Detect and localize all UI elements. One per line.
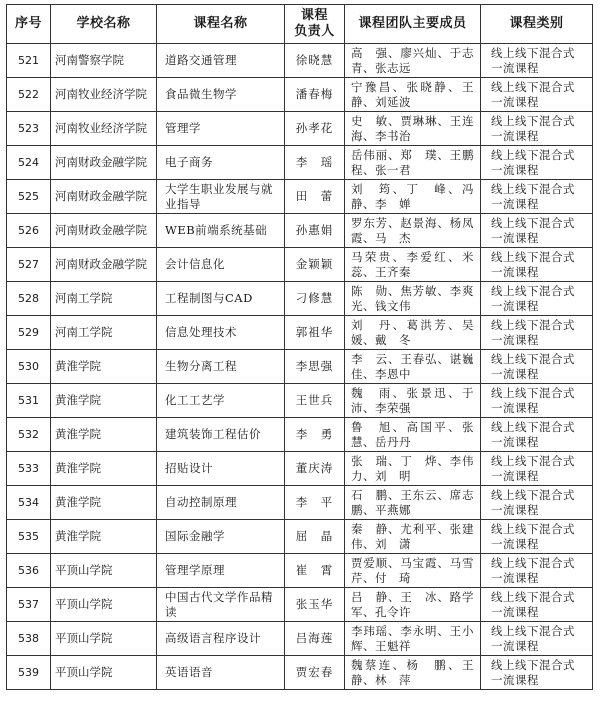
course-name: 自动控制原理 bbox=[157, 486, 285, 520]
table-row bbox=[7, 588, 593, 622]
course-type: 线上线下混合式一流课程 bbox=[481, 384, 593, 418]
course-name: 招贴设计 bbox=[157, 452, 285, 486]
team-members: 马荣贵、李爱红、米 蕊、王齐秦 bbox=[345, 248, 481, 282]
school-name: 河南财政金融学院 bbox=[51, 248, 157, 282]
table-row bbox=[7, 452, 593, 486]
course-lead: 贾宏春 bbox=[285, 656, 345, 690]
course-lead: 李 平 bbox=[285, 486, 345, 520]
course-lead: 张玉华 bbox=[285, 588, 345, 622]
school-name: 黄淮学院 bbox=[51, 384, 157, 418]
school-name: 黄淮学院 bbox=[51, 452, 157, 486]
row-number: 532 bbox=[7, 418, 51, 452]
course-name: WEB前端系统基础 bbox=[157, 214, 285, 248]
team-members: 张 瑞、丁 烨、李伟力、刘 明 bbox=[345, 452, 481, 486]
row-number: 525 bbox=[7, 180, 51, 214]
table-row bbox=[7, 180, 593, 214]
course-lead: 吕海莲 bbox=[285, 622, 345, 656]
row-number: 539 bbox=[7, 656, 51, 690]
header-num: 序号 bbox=[7, 5, 51, 44]
school-name: 河南工学院 bbox=[51, 282, 157, 316]
row-number: 534 bbox=[7, 486, 51, 520]
team-members: 李 云、王春弘、谌巍佳、李恩中 bbox=[345, 350, 481, 384]
row-number: 528 bbox=[7, 282, 51, 316]
course-name: 管理学原理 bbox=[157, 554, 285, 588]
team-members: 李玮瑶、李永明、王小辉、王魁祥 bbox=[345, 622, 481, 656]
row-number: 536 bbox=[7, 554, 51, 588]
course-type: 线上线下混合式一流课程 bbox=[481, 180, 593, 214]
course-type: 线上线下混合式一流课程 bbox=[481, 146, 593, 180]
table-row bbox=[7, 44, 593, 78]
course-lead: 刁修慧 bbox=[285, 282, 345, 316]
course-table bbox=[6, 4, 593, 690]
row-number: 524 bbox=[7, 146, 51, 180]
row-number: 531 bbox=[7, 384, 51, 418]
header-school: 学校名称 bbox=[51, 5, 157, 44]
row-number: 530 bbox=[7, 350, 51, 384]
course-type: 线上线下混合式一流课程 bbox=[481, 78, 593, 112]
course-name: 英语语音 bbox=[157, 656, 285, 690]
team-members: 史 敏、贾琳琳、王连海、李书治 bbox=[345, 112, 481, 146]
course-type: 线上线下混合式一流课程 bbox=[481, 112, 593, 146]
course-lead: 李 瑶 bbox=[285, 146, 345, 180]
school-name: 河南财政金融学院 bbox=[51, 146, 157, 180]
table-row bbox=[7, 112, 593, 146]
table-row bbox=[7, 384, 593, 418]
course-name: 工程制图与CAD bbox=[157, 282, 285, 316]
team-members: 宁豫昌、张晓静、王 静、刘延波 bbox=[345, 78, 481, 112]
team-members: 罗东芳、赵景海、杨凤霞、马 杰 bbox=[345, 214, 481, 248]
course-type: 线上线下混合式一流课程 bbox=[481, 554, 593, 588]
course-lead: 孙惠娟 bbox=[285, 214, 345, 248]
course-lead: 金颖颖 bbox=[285, 248, 345, 282]
course-lead: 田 蕾 bbox=[285, 180, 345, 214]
table-row bbox=[7, 486, 593, 520]
school-name: 河南财政金融学院 bbox=[51, 214, 157, 248]
course-lead: 董庆涛 bbox=[285, 452, 345, 486]
team-members: 高 强、廖兴灿、于志青、张志远 bbox=[345, 44, 481, 78]
table-row bbox=[7, 622, 593, 656]
school-name: 平顶山学院 bbox=[51, 554, 157, 588]
course-name: 道路交通管理 bbox=[157, 44, 285, 78]
team-members: 魏 雨、张景迅、于 沛、李荣强 bbox=[345, 384, 481, 418]
school-name: 河南财政金融学院 bbox=[51, 180, 157, 214]
course-type: 线上线下混合式一流课程 bbox=[481, 44, 593, 78]
course-name: 化工工艺学 bbox=[157, 384, 285, 418]
course-lead: 潘春梅 bbox=[285, 78, 345, 112]
course-name: 建筑装饰工程估价 bbox=[157, 418, 285, 452]
course-name: 食品微生物学 bbox=[157, 78, 285, 112]
table-row bbox=[7, 214, 593, 248]
team-members: 魏蔡连、杨 鹏、王 静、林 萍 bbox=[345, 656, 481, 690]
course-lead: 徐晓慧 bbox=[285, 44, 345, 78]
row-number: 529 bbox=[7, 316, 51, 350]
row-number: 526 bbox=[7, 214, 51, 248]
school-name: 河南工学院 bbox=[51, 316, 157, 350]
course-lead: 李思强 bbox=[285, 350, 345, 384]
team-members: 陈 勋、焦芳敏、李爽光、钱文伟 bbox=[345, 282, 481, 316]
header-course: 课程名称 bbox=[157, 5, 285, 44]
row-number: 522 bbox=[7, 78, 51, 112]
table-row bbox=[7, 520, 593, 554]
course-type: 线上线下混合式一流课程 bbox=[481, 656, 593, 690]
team-members: 吕 静、王 冰、路学军、孔令许 bbox=[345, 588, 481, 622]
table-row bbox=[7, 282, 593, 316]
table-row bbox=[7, 78, 593, 112]
header-team: 课程团队主要成员 bbox=[345, 5, 481, 44]
school-name: 河南警察学院 bbox=[51, 44, 157, 78]
course-name: 高级语言程序设计 bbox=[157, 622, 285, 656]
team-members: 秦 静、尤利平、张建伟、刘 潇 bbox=[345, 520, 481, 554]
course-type: 线上线下混合式一流课程 bbox=[481, 316, 593, 350]
team-members: 刘 丹、葛洪芳、吴 媛、戴 冬 bbox=[345, 316, 481, 350]
school-name: 平顶山学院 bbox=[51, 588, 157, 622]
course-type: 线上线下混合式一流课程 bbox=[481, 486, 593, 520]
course-type: 线上线下混合式一流课程 bbox=[481, 418, 593, 452]
row-number: 527 bbox=[7, 248, 51, 282]
course-type: 线上线下混合式一流课程 bbox=[481, 452, 593, 486]
school-name: 黄淮学院 bbox=[51, 418, 157, 452]
school-name: 平顶山学院 bbox=[51, 656, 157, 690]
course-lead: 孙孝花 bbox=[285, 112, 345, 146]
course-type: 线上线下混合式一流课程 bbox=[481, 588, 593, 622]
row-number: 533 bbox=[7, 452, 51, 486]
table-row bbox=[7, 146, 593, 180]
table-row bbox=[7, 418, 593, 452]
school-name: 河南牧业经济学院 bbox=[51, 112, 157, 146]
course-name: 国际金融学 bbox=[157, 520, 285, 554]
row-number: 538 bbox=[7, 622, 51, 656]
course-lead: 郭祖华 bbox=[285, 316, 345, 350]
team-members: 刘 筠、丁 峰、冯 静、李 婵 bbox=[345, 180, 481, 214]
table-row bbox=[7, 554, 593, 588]
table-row bbox=[7, 316, 593, 350]
course-type: 线上线下混合式一流课程 bbox=[481, 282, 593, 316]
course-name: 生物分离工程 bbox=[157, 350, 285, 384]
row-number: 521 bbox=[7, 44, 51, 78]
header-type: 课程类别 bbox=[481, 5, 593, 44]
school-name: 黄淮学院 bbox=[51, 520, 157, 554]
table-row bbox=[7, 656, 593, 690]
table-row bbox=[7, 350, 593, 384]
course-type: 线上线下混合式一流课程 bbox=[481, 622, 593, 656]
team-members: 岳伟丽、郑 璞、王鹏程、张一君 bbox=[345, 146, 481, 180]
course-name: 会计信息化 bbox=[157, 248, 285, 282]
course-name: 电子商务 bbox=[157, 146, 285, 180]
course-type: 线上线下混合式一流课程 bbox=[481, 248, 593, 282]
course-name: 信息处理技术 bbox=[157, 316, 285, 350]
team-members: 石 鹏、王东云、席志鹏、平燕娜 bbox=[345, 486, 481, 520]
course-lead: 崔 霄 bbox=[285, 554, 345, 588]
school-name: 河南牧业经济学院 bbox=[51, 78, 157, 112]
school-name: 平顶山学院 bbox=[51, 622, 157, 656]
row-number: 523 bbox=[7, 112, 51, 146]
course-lead: 王世兵 bbox=[285, 384, 345, 418]
course-name: 管理学 bbox=[157, 112, 285, 146]
course-lead: 屈 晶 bbox=[285, 520, 345, 554]
table-header-row bbox=[7, 5, 593, 44]
course-type: 线上线下混合式一流课程 bbox=[481, 214, 593, 248]
course-name: 大学生职业发展与就业指导 bbox=[157, 180, 285, 214]
course-name: 中国古代文学作品精读 bbox=[157, 588, 285, 622]
course-type: 线上线下混合式一流课程 bbox=[481, 350, 593, 384]
header-lead: 课程 负责人 bbox=[285, 5, 345, 44]
team-members: 鲁 旭、高国平、张 慧、岳丹丹 bbox=[345, 418, 481, 452]
row-number: 535 bbox=[7, 520, 51, 554]
team-members: 贾爱顺、马宝霞、马雪芹、付 琦 bbox=[345, 554, 481, 588]
course-lead: 李 勇 bbox=[285, 418, 345, 452]
course-type: 线上线下混合式一流课程 bbox=[481, 520, 593, 554]
school-name: 黄淮学院 bbox=[51, 350, 157, 384]
row-number: 537 bbox=[7, 588, 51, 622]
table-row bbox=[7, 248, 593, 282]
school-name: 黄淮学院 bbox=[51, 486, 157, 520]
